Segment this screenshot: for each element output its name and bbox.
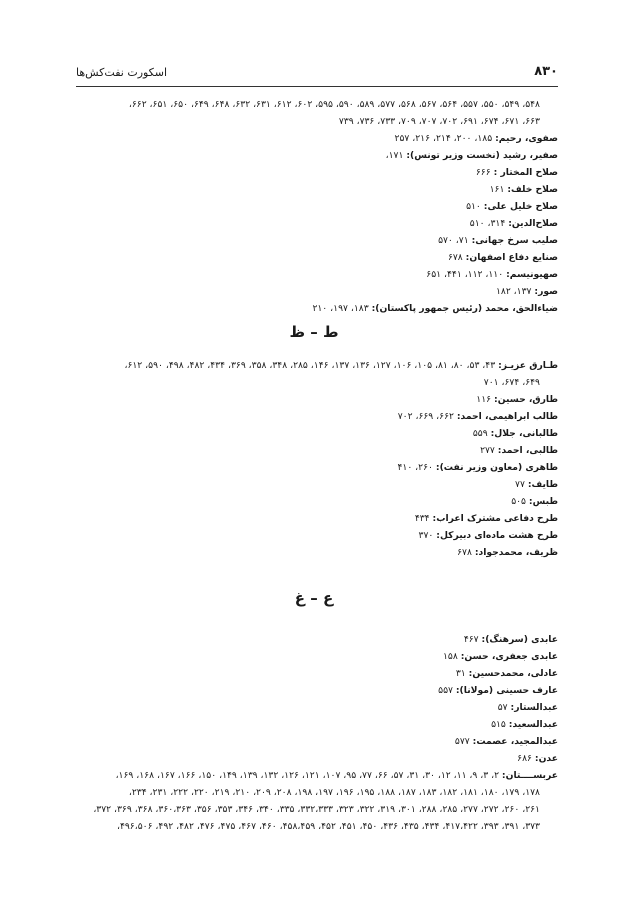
index-entry xyxy=(70,266,558,283)
entry-pages: ۷۷ xyxy=(515,479,525,490)
entry-term: طرح هشت ماده‌ای دبیرکل: xyxy=(436,530,558,541)
entry-term: ضیاءالحق، محمد (رئیس جمهور پاکستان): xyxy=(371,303,558,314)
index-entry xyxy=(70,459,558,476)
index-entry xyxy=(70,750,558,767)
index-group-ain xyxy=(70,631,558,767)
entry-pages-continued: ۶۴۹، ۶۷۴، ۷۰۱ xyxy=(483,377,540,388)
entry-pages: ۱۱۰، ۱۱۲، ۴۴۱، ۶۵۱ xyxy=(426,269,504,280)
entry-pages: ۶۶۲، ۶۶۹، ۷۰۲ xyxy=(397,411,454,422)
entry-pages: ۵۱۰ xyxy=(466,201,481,212)
index-entry xyxy=(70,442,558,459)
index-entry xyxy=(70,544,558,561)
entry-term: صنایع دفاع اصفهان: xyxy=(465,252,558,263)
entry-term: صلاح المختار : xyxy=(493,167,558,178)
entry-pages: ۶۷۸ xyxy=(457,547,472,558)
entry-term: ظریف، محمدجواد: xyxy=(474,547,558,558)
index-entry xyxy=(70,631,558,648)
page-header xyxy=(76,64,558,87)
entry-pages: ۳۱۴، ۵۱۰ xyxy=(469,218,506,229)
entry-term: طالبانی، جلال: xyxy=(490,428,558,439)
entry-term: طالبی، احمد: xyxy=(497,445,558,456)
entry-term: صور: xyxy=(534,286,558,297)
index-entry-tariq-aziz xyxy=(70,357,558,374)
index-entry xyxy=(70,283,558,300)
entry-pages: ۴۳، ۵۳، ۸۰، ۸۱، ۱۰۵، ۱۰۶، ۱۲۷، ۱۳۶، ۱۳۷، ۱۴۶، ۲۸۵، ۳۴۸، ۳۵۸، ۳۶۹، ۴۳۴، ۴۸۲، ۴۹۸، ۵۹۰، ۶۱۲، xyxy=(124,360,496,371)
entry-term: صهیونیسم: xyxy=(506,269,558,280)
entry-term: عارف حسینی (مولانا): xyxy=(455,685,558,696)
entry-pages: ۵۷۷ xyxy=(454,736,470,747)
entry-term: طایف: xyxy=(527,479,558,490)
entry-pages: ۱۳۷، ۱۸۲ xyxy=(495,286,532,297)
index-entry xyxy=(70,665,558,682)
entry-pages: ۱۶۱ xyxy=(489,184,505,195)
index-entry xyxy=(70,716,558,733)
page-number: ۸۳۰ xyxy=(534,64,558,79)
entry-pages: ۱۸۳، ۱۹۷، ۲۱۰ xyxy=(312,303,369,314)
entry-term: عبدالسعید: xyxy=(508,719,558,730)
entry-term: عابدی (سرهنگ): xyxy=(481,634,558,645)
entry-pages: ۵۷ xyxy=(497,702,508,713)
entry-pages: ۲، ۳، ۹، ۱۱، ۱۲، ۳۰، ۳۱، ۵۷، ۶۶، ۷۷، ۹۵، ۱۰۷، ۱۲۱، ۱۲۶، ۱۳۲، ۱۳۹، ۱۴۹، ۱۵۰، ۱۶۶، ۱۶۷، ۱۶۸، ۱۶۹، xyxy=(115,770,499,781)
index-entry xyxy=(70,733,558,750)
index-entry xyxy=(70,648,558,665)
entry-pages: ۵۰۵ xyxy=(511,496,526,507)
index-entry xyxy=(70,699,558,716)
continuation-line: ۵۴۸، ۵۴۹، ۵۵۰، ۵۵۷، ۵۶۴، ۵۶۷، ۵۶۸، ۵۷۷، ۵۸۹، ۵۹۰، ۵۹۵، ۶۰۲، ۶۱۲، ۶۳۱، ۶۳۲، ۶۴۸، ۶۴۹، ۶۵۰، ۶۵۱، ۶۶۲، xyxy=(128,99,540,110)
entry-term: طاهری (معاون وزیر نفت): xyxy=(435,462,558,473)
index-entry xyxy=(70,391,558,408)
entry-term: صلاح خلیل علی: xyxy=(483,201,558,212)
entry-pages: ۳۱ xyxy=(455,668,466,679)
entry-term: عابدی جعفری، حسن: xyxy=(460,651,558,662)
entry-pages: ۱۷۱، xyxy=(385,150,404,161)
index-content xyxy=(70,96,558,835)
entry-term: صلیب سرخ جهانی: xyxy=(471,235,558,246)
index-group-sad xyxy=(70,130,558,317)
entry-term: عدن: xyxy=(534,753,558,764)
index-entry xyxy=(70,527,558,544)
index-entry xyxy=(70,215,558,232)
entry-term: طرح دفاعی مشترک اعراب: xyxy=(432,513,558,524)
index-entry xyxy=(70,147,558,164)
entry-pages-continued: ۱۷۸، ۱۷۹، ۱۸۰، ۱۸۱، ۱۸۲، ۱۸۳، ۱۸۷، ۱۸۸، ۱۹۵، ۱۹۶، ۱۹۷، ۱۹۸، ۲۰۸، ۲۰۹، ۲۱۰، ۲۱۹، ۲۲۰، ۲۲۲، ۲۳۱، ۲۳۴، xyxy=(128,787,540,798)
entry-pages: ۵۵۹ xyxy=(472,428,488,439)
index-entry-arabistan xyxy=(70,767,558,784)
entry-term: عربســــتان: xyxy=(501,770,558,781)
continuation-line: ۶۶۳، ۶۷۱، ۶۷۴، ۶۹۱، ۷۰۲، ۷۰۷، ۷۰۹، ۷۳۳، ۷۳۶، ۷۳۹ xyxy=(338,116,540,127)
index-entry xyxy=(70,476,558,493)
entry-pages: ۶۶۶ xyxy=(475,167,491,178)
index-group-ta xyxy=(70,391,558,561)
entry-pages: ۶۸۶ xyxy=(517,753,532,764)
entry-term: صفیر، رشید (نخست وزیر تونس): xyxy=(406,150,558,161)
entry-term: عادلی، محمدحسین: xyxy=(468,668,558,679)
entry-pages-continued: ۳۷۳، ۳۹۱، ۳۹۳، ۴۱۷،۴۲۲، ۴۳۴، ۴۳۵، ۴۳۶، ۴۵۰، ۴۵۱، ۴۵۲، ۴۵۸،۴۵۹، ۴۶۰، ۴۶۷، ۴۷۵، ۴۷۶، ۴۸۲، ۴۹۲، ۴۹۶،۵۰۶، xyxy=(116,821,540,832)
entry-pages-continued: ۲۶۱، ۲۶۰، ۲۷۲، ۲۷۷، ۲۸۵، ۲۸۸، ۳۰۱، ۳۱۹، ۳۲۲، ۳۲۳، ۳۳۲،۳۳۳، ۳۳۵، ۳۴۰، ۳۴۶، ۳۵۳، ۳۵۶، ۳۶۰،۳۶۳، ۳۶۸، ۳۶۹، ۳۷۲، xyxy=(93,804,540,815)
index-entry xyxy=(70,493,558,510)
entry-term: صلاح‌الدین: xyxy=(508,218,558,229)
entry-pages: ۷۱، ۵۷۰ xyxy=(438,235,469,246)
entry-term: طـارق عزیـز: xyxy=(498,360,558,371)
index-entry xyxy=(70,300,558,317)
entry-pages: ۲۷۷ xyxy=(480,445,495,456)
section-heading-ain: ع – غ xyxy=(294,589,334,607)
entry-term: طبس: xyxy=(528,496,558,507)
section-heading-ta: ط – ظ xyxy=(289,323,339,341)
entry-pages: ۲۶۰، ۴۱۰ xyxy=(397,462,433,473)
entry-term: صلاح خلف: xyxy=(507,184,558,195)
index-entry xyxy=(70,164,558,181)
entry-pages: ۱۱۶ xyxy=(476,394,492,405)
index-entry xyxy=(70,425,558,442)
entry-pages: ۴۳۴ xyxy=(414,513,430,524)
index-entry xyxy=(70,232,558,249)
index-entry xyxy=(70,130,558,147)
entry-pages: ۵۱۵ xyxy=(491,719,506,730)
entry-term: عبدالستار: xyxy=(510,702,558,713)
index-entry xyxy=(70,198,558,215)
index-entry xyxy=(70,408,558,425)
entry-pages: ۴۶۷ xyxy=(463,634,479,645)
entry-term: طارق، حسین: xyxy=(494,394,558,405)
entry-pages: ۱۵۸ xyxy=(443,651,458,662)
entry-pages: ۱۸۵، ۲۰۰، ۲۱۴، ۲۱۶، ۲۵۷ xyxy=(394,133,493,144)
index-entry xyxy=(70,249,558,266)
index-entry xyxy=(70,510,558,527)
entry-pages: ۳۷۰ xyxy=(418,530,434,541)
entry-pages: ۵۵۷ xyxy=(438,685,453,696)
entry-term: عبدالمجید، عصمت: xyxy=(472,736,558,747)
index-entry xyxy=(70,682,558,699)
entry-pages: ۶۷۸ xyxy=(447,252,463,263)
index-entry xyxy=(70,181,558,198)
entry-term: طالب ابراهیمی، احمد: xyxy=(456,411,558,422)
running-title: اسکورت نفت‌کش‌ها xyxy=(76,66,168,79)
entry-term: صفوی، رحیم: xyxy=(495,133,558,144)
